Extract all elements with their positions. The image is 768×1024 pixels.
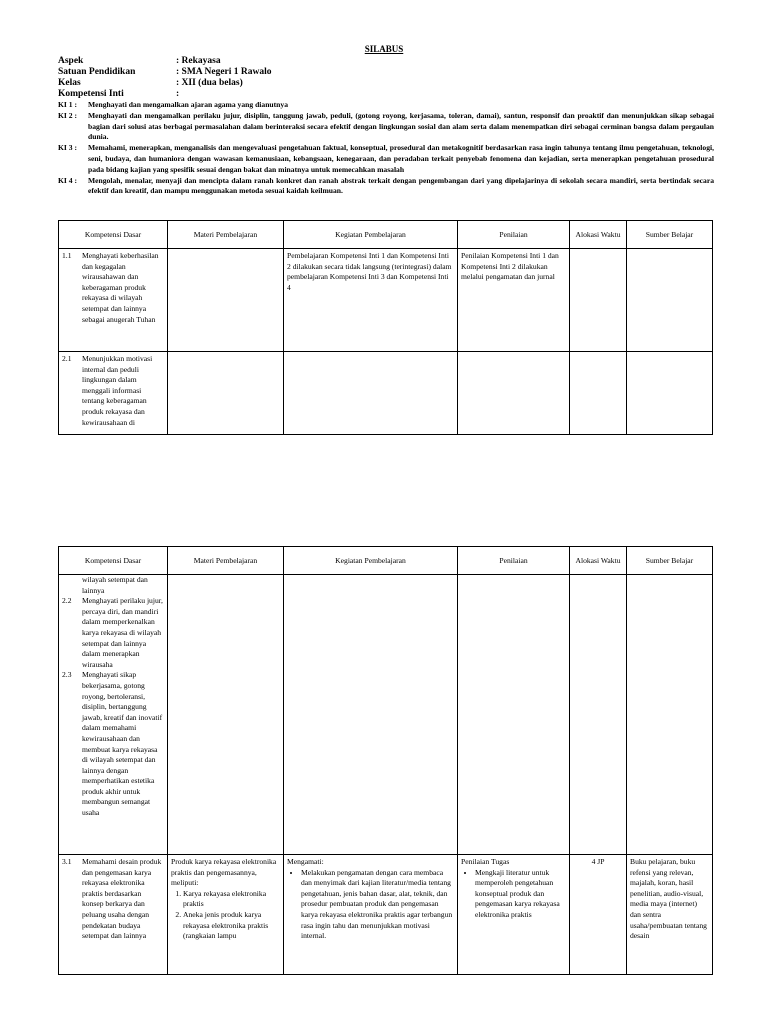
kegiatan-cell [284, 575, 458, 855]
silabus-table-page2 [58, 546, 713, 975]
meta-key: Aspek [58, 56, 84, 66]
materi-intro: Produk karya rekayasa elektronika praktis dan pengemasannya, meliputi: [171, 857, 277, 888]
alokasi-cell [570, 575, 627, 855]
kd-text: Menghayati perilaku jujur, percaya diri, dan mandiri dalam memperkenalkan karya rekayasa di wilayah setempat dan lainnya dalam menerapkan wirausaha [82, 596, 163, 669]
sumber-cell: Buku pelajaran, buku refensi yang relevan, majalah, koran, hasil penelitian, audio-visual, media maya (internet) dan sentra usaha/pembuatan tentang desain [627, 855, 713, 975]
kd-text: Menghayati sikap bekerjasama, gotong royong, bertoleransi, disiplin, bertanggung jawab, kreatif dan inovatif dalam memahami kewirausahaan dan membuat karya rekayasa di wilayah setempat dan lainnya dengan memperhatikan estetika produk akhir untuk membangun semangat usaha [82, 670, 163, 818]
penilaian-heading: Penilaian Tugas [461, 857, 510, 866]
ki-item [58, 176, 714, 198]
list-item: • Mengkaji literatur untuk memperoleh pengetahuan konseptual produk dan pengemasan karya rekayasa elektronika praktis [475, 868, 566, 921]
penilaian-list [461, 868, 566, 921]
header-sumber: Sumber Belajar [627, 547, 713, 575]
header-penilaian: Penilaian [458, 221, 570, 249]
alokasi-cell [570, 249, 627, 352]
penilaian-cell: Penilaian Kompetensi Inti 1 dan Kompetensi Inti 2 dilakukan melalui pengamatan dan jurnal [458, 249, 570, 352]
kegiatan-cell [284, 352, 458, 435]
header-kegiatan: Kegiatan Pembelajaran [284, 221, 458, 249]
kegiatan-cell: Pembelajaran Kompetensi Inti 1 dan Kompetensi Inti 2 dilakukan secara tidak langsung (terintegrasi) dalam pembelajaran Kompetensi Inti 3 dan Kompetensi Inti 4 [284, 249, 458, 352]
kd-number: 2.3 [62, 670, 72, 680]
kd-number: 2.2 [62, 596, 72, 606]
header-sumber: Sumber Belajar [627, 221, 713, 249]
materi-cell [168, 855, 284, 975]
meta-row-aspek [58, 56, 272, 67]
materi-list [171, 889, 280, 942]
header-materi: Materi Pembelajaran [168, 221, 284, 249]
ki-item [58, 100, 714, 111]
ki-text: Menghayati dan mengamalkan perilaku jujur, disiplin, tanggung jawab, peduli, (gotong royong, kerjasama, toleran, damai), santun, responsif dan proaktif dan menunjukkan sikap sebagai bagian dari solusi atas berbagai permasalahan dalam berinteraksi secara efektif dengan lingkungan sosial dan alam serta dalam menempatkan diri sebagai cerminan bangsa dalam pergaulan dunia. [88, 110, 714, 142]
kegiatan-list [287, 868, 454, 942]
table-header-row [59, 547, 713, 575]
ki-text: Memahami, menerapkan, menganalisis dan mengevaluasi pengetahuan faktual, konseptual, prosedural dan metakognitif berdasarkan rasa ingin tahunya tentang ilmu pengetahuan, teknologi, seni, budaya, dan humaniora dengan wawasan kemanusiaan, kebangsaan, kenegaraan, dan peradaban terkait penyebab fenomena dan kejadian, serta menerapkan pengetahuan prosedural pada bidang kajian yang spesifik sesuai dengan bakat dan minatnya untuk memecahkan masalah [88, 143, 714, 174]
kd-text: Menghayati keberhasilan dan kegagalan wirausahawan dan keberagaman produk rekayasa di wilayah setempat dan lainnya sebagai anugerah Tuhan [82, 251, 159, 324]
meta-row-satuan [58, 67, 272, 78]
table-header-row [59, 221, 713, 249]
meta-row-kelas [58, 78, 272, 89]
kd-cell [59, 855, 168, 975]
header-kompetensi-dasar: Kompetensi Dasar [59, 547, 168, 575]
kd-number: 3.1 [62, 857, 72, 866]
header-alokasi: Alokasi Waktu [570, 547, 627, 575]
meta-value: : XII (dua belas) [176, 78, 243, 88]
sumber-cell [627, 575, 713, 855]
table-row [59, 352, 713, 435]
list-item: 2. Aneka jenis produk karya rekayasa elektronika praktis (rangkaian lampu [183, 910, 280, 942]
kegiatan-cell [284, 855, 458, 975]
materi-cell [168, 249, 284, 352]
kd-cell [59, 352, 168, 435]
kd-cell [59, 575, 168, 855]
meta-value: : [176, 89, 180, 99]
ki-text: Menghayati dan mengamalkan ajaran agama yang dianutnya [88, 100, 288, 109]
ki-label: KI 1 : [58, 100, 77, 109]
kd-continuation: wilayah setempat dan lainnya [82, 575, 148, 595]
header-alokasi: Alokasi Waktu [570, 221, 627, 249]
ki-label: KI 3 : [58, 143, 77, 153]
ki-label: KI 2 : [58, 110, 77, 120]
materi-cell [168, 352, 284, 435]
header-penilaian: Penilaian [458, 547, 570, 575]
kd-number: 2.1 [62, 354, 72, 363]
silabus-table-page1 [58, 220, 713, 435]
penilaian-cell [458, 575, 570, 855]
meta-key: Satuan Pendidikan [58, 67, 136, 77]
ki-item [58, 143, 714, 175]
ki-label: KI 4 : [58, 175, 77, 185]
kd-text: Memahami desain produk dan pengemasan karya rekayasa elektronika praktis berdasarkan konsep berkarya dan peluang usaha dengan pendekatan budaya setempat dan lainnya [82, 857, 162, 941]
alokasi-cell: 4 JP [570, 855, 627, 975]
meta-row-kompetensi [58, 89, 272, 100]
ki-text: Mengolah, menalar, menyaji dan mencipta dalam ranah konkret dan ranah abstrak terkait dengan pengembangan dari yang dipelajarinya di sekolah secara mandiri, serta bertindak secara efektif dan kreatif, dan mampu menggunakan metoda sesuai kaidah keilmuan. [88, 175, 714, 196]
header-materi: Materi Pembelajaran [168, 547, 284, 575]
table-row [59, 575, 713, 855]
document-title: SILABUS [364, 44, 404, 54]
meta-value: : SMA Negeri 1 Rawalo [176, 67, 272, 77]
table-row [59, 855, 713, 975]
kd-number: 1.1 [62, 251, 72, 260]
header-kompetensi-dasar: Kompetensi Dasar [59, 221, 168, 249]
sumber-cell [627, 352, 713, 435]
meta-value: : Rekayasa [176, 56, 221, 66]
sumber-cell [627, 249, 713, 352]
penilaian-cell [458, 352, 570, 435]
kd-text: Menunjukkan motivasi internal dan peduli lingkungan dalam menggali informasi tentang keberagaman produk rekayasa dan kewirausahaan di [82, 354, 153, 427]
kompetensi-inti-list [58, 100, 714, 197]
header-kegiatan: Kegiatan Pembelajaran [284, 547, 458, 575]
materi-cell [168, 575, 284, 855]
meta-key: Kelas [58, 78, 81, 88]
table-row [59, 249, 713, 352]
meta-key: Kompetensi Inti [58, 89, 124, 99]
list-item: • Melakukan pengamatan dengan cara membaca dan menyimak dari kajian literatur/media tentang pengetahuan, jenis bahan dasar, alat, teknik, dan prosedur pembuatan produk dan pengemasan karya rekayasa elektronika praktis agar terbangun rasa ingin tahu dan menunjukkan motivasi internal. [301, 868, 454, 942]
meta-block [58, 56, 272, 100]
kd-cell [59, 249, 168, 352]
penilaian-cell [458, 855, 570, 975]
ki-item [58, 111, 714, 143]
alokasi-cell [570, 352, 627, 435]
list-item: 1. Karya rekayasa elektronika praktis [183, 889, 280, 910]
kegiatan-heading: Mengamati: [287, 857, 324, 866]
